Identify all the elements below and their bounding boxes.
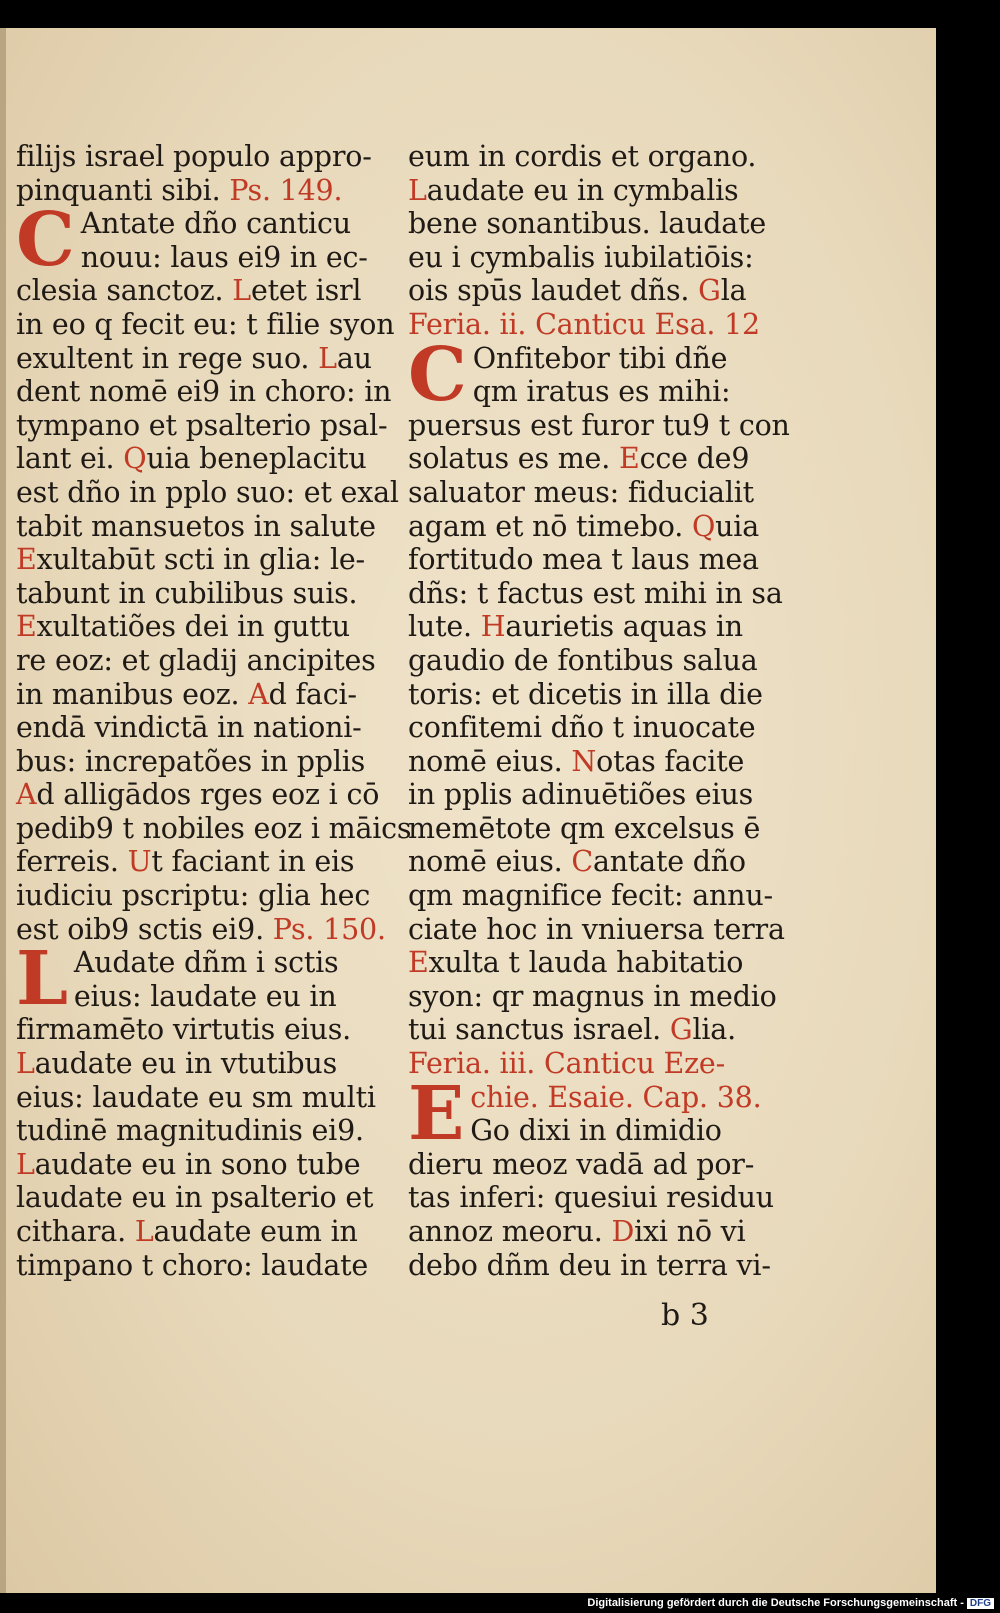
text-line xyxy=(408,1249,783,1283)
line-text: audate eu in sono tube xyxy=(34,1147,361,1181)
line-text: xulta t lauda habitatio xyxy=(428,946,744,980)
line-text: ferreis. xyxy=(16,845,128,879)
rubric: E xyxy=(16,610,37,644)
text-line xyxy=(408,610,783,644)
line-text: xultatiões dei in guttu xyxy=(36,610,350,644)
line-text: puersus est furor tu9 t con xyxy=(408,408,790,442)
line-text: au xyxy=(336,341,372,375)
rubric: L xyxy=(408,173,427,207)
line-text: laudate eu in psalterio et xyxy=(16,1181,374,1215)
book-page xyxy=(0,28,936,1593)
rubric: Ps. 150. xyxy=(272,912,386,946)
text-line xyxy=(16,644,396,678)
text-line xyxy=(16,811,412,846)
line-text: tabit mansuetos in salute xyxy=(16,509,376,543)
rubric: chie. Esaie. Cap. 38. xyxy=(470,1080,762,1114)
line-text: eum in cordis et organo. xyxy=(408,140,757,173)
line-text: audate eu in vtutibus xyxy=(34,1047,338,1081)
initial-capital: L xyxy=(16,936,68,1023)
text-line xyxy=(16,1114,396,1148)
line-text: agam et nō timebo. xyxy=(408,509,692,543)
line-text: nouu: laus ei9 in ec- xyxy=(80,240,368,274)
line-text: annoz meoru. xyxy=(408,1215,612,1248)
rubric: D xyxy=(611,1215,635,1248)
line-text: qm magnifice fecit: annu- xyxy=(408,879,773,913)
line-text: re eoz: et gladij ancipites xyxy=(16,643,376,677)
rubric: A xyxy=(248,677,269,711)
line-text: Audate dñm i sctis xyxy=(73,946,339,980)
text-line xyxy=(16,409,396,443)
line-text: otas facite xyxy=(596,744,745,778)
line-text: audate eum in xyxy=(153,1215,358,1248)
line-text: etet isrl xyxy=(250,274,362,308)
text-line xyxy=(16,778,396,812)
rubric: L xyxy=(134,1215,154,1248)
text-line xyxy=(16,1081,396,1115)
text-line xyxy=(16,577,396,611)
line-text: lute. xyxy=(408,610,481,644)
rubric: G xyxy=(698,274,721,308)
line-text: tas inferi: quesiui residuu xyxy=(408,1181,774,1215)
rubric: L xyxy=(318,341,337,375)
line-text: syon: qr magnus in medio xyxy=(408,979,777,1013)
text-line xyxy=(16,678,396,712)
line-text: bene sonantibus. laudate xyxy=(408,207,767,241)
line-text: Go dixi in dimidio xyxy=(470,1114,722,1148)
line-text: ciate hoc in vniuersa terra xyxy=(408,912,785,946)
rubric: N xyxy=(571,744,597,778)
line-text: solatus es me. xyxy=(408,442,619,476)
rubric: E xyxy=(16,543,37,577)
text-line xyxy=(16,375,396,409)
text-line xyxy=(408,543,783,577)
line-text: la xyxy=(720,274,747,308)
text-line xyxy=(16,308,396,342)
rubric: E xyxy=(408,946,429,980)
line-text: tui sanctus israel. xyxy=(408,1013,670,1047)
text-line xyxy=(408,1114,783,1148)
text-line xyxy=(408,140,783,174)
rubric: Q xyxy=(123,442,147,476)
initial-capital: C xyxy=(16,197,75,284)
line-text: toris: et dicetis in illa die xyxy=(408,677,763,711)
right-column xyxy=(408,140,790,1282)
initial-capital: C xyxy=(408,331,467,418)
rubric: A xyxy=(16,778,37,812)
line-text: in manibus eoz. xyxy=(16,677,249,711)
line-text: nomē eius. xyxy=(408,744,572,778)
line-text: ixi nō vi xyxy=(634,1215,746,1248)
initial-capital: E xyxy=(408,1070,465,1157)
line-text: dñs: t factus est mihi in sa xyxy=(408,576,783,610)
rubric: L xyxy=(16,1147,35,1181)
rubric: U xyxy=(127,845,152,879)
line-text: aurietis aquas in xyxy=(505,610,743,644)
text-line xyxy=(408,745,783,779)
line-text: est oib9 sctis ei9. xyxy=(16,912,273,946)
line-text: dieru meoz vadā ad por- xyxy=(408,1147,755,1181)
line-text: bus: increpatões in pplis xyxy=(16,744,366,778)
text-line xyxy=(16,1148,396,1182)
line-text: filijs israel populo appro- xyxy=(16,140,372,173)
text-line xyxy=(408,913,783,947)
line-text: dent nomē ei9 in choro: in xyxy=(16,375,392,409)
line-text: timpano t choro: laudate xyxy=(16,1248,369,1282)
line-text: tympano et psalterio psal- xyxy=(16,408,388,442)
line-text: uia beneplacitu xyxy=(146,442,367,476)
line-text: tudinē magnitudinis ei9. xyxy=(16,1114,364,1148)
line-text: cce de9 xyxy=(639,442,750,476)
line-text: d alligādos rges eoz i cō xyxy=(36,778,380,812)
rubric: L xyxy=(232,274,251,308)
text-line xyxy=(16,1249,396,1283)
line-text: firmamēto virtutis eius. xyxy=(16,1013,351,1047)
line-text: pinquanti sibi. xyxy=(16,173,230,207)
text-line xyxy=(16,913,396,947)
rubric: H xyxy=(480,610,506,644)
text-line xyxy=(16,610,396,644)
text-line xyxy=(16,342,396,376)
text-line xyxy=(16,845,396,879)
text-line xyxy=(408,946,783,980)
rubric: C xyxy=(571,845,593,879)
text-line xyxy=(16,442,396,476)
text-line xyxy=(408,476,783,510)
line-text: exultent in rege suo. xyxy=(16,341,319,375)
rubric: G xyxy=(669,1013,693,1047)
rubric: Q xyxy=(691,509,716,543)
text-line xyxy=(408,308,783,342)
line-text: Antate dño canticu xyxy=(80,207,351,241)
line-text: uia xyxy=(715,509,759,543)
line-text: est dño in pplo suo: et exal xyxy=(16,475,399,509)
text-line xyxy=(408,1215,783,1249)
line-text: Onfitebor tibi dñe xyxy=(472,341,728,375)
line-text: endā vindictā in nationi- xyxy=(16,711,362,745)
line-text: in eo q fecit eu: t filie syon xyxy=(16,307,395,341)
digitization-credit xyxy=(587,1597,994,1609)
line-text: tabunt in cubilibus suis. xyxy=(16,576,358,610)
text-line xyxy=(16,475,399,510)
text-line xyxy=(408,812,783,846)
text-line xyxy=(408,274,783,308)
line-text: nomē eius. xyxy=(408,845,572,879)
text-line xyxy=(16,745,396,779)
line-text: confitemi dño t inuocate xyxy=(408,711,756,745)
footer-text: Digitalisierung gefördert durch die Deutsche Forschungsgemeinschaft - xyxy=(587,1597,964,1609)
line-text: eu i cymbalis iubilatiōis: xyxy=(408,240,754,274)
text-line xyxy=(16,274,396,308)
line-text: lant ei. xyxy=(16,442,124,476)
text-line xyxy=(408,1013,783,1047)
line-text: in pplis adinuētiões eius xyxy=(408,778,754,812)
text-line xyxy=(16,174,396,208)
text-line xyxy=(16,543,396,577)
text-line xyxy=(16,1047,396,1081)
text-line xyxy=(408,678,783,712)
text-line xyxy=(408,845,783,879)
text-line xyxy=(16,1181,396,1215)
line-text: t faciant in eis xyxy=(151,845,355,879)
text-line xyxy=(16,1013,396,1047)
text-line xyxy=(408,510,783,544)
text-line xyxy=(16,140,396,174)
text-line xyxy=(408,879,783,913)
text-line xyxy=(408,577,783,611)
line-text: clesia sanctoz. xyxy=(16,274,233,308)
text-line xyxy=(408,408,790,443)
line-text: xultabūt scti in glia: le- xyxy=(36,543,365,577)
rubric: E xyxy=(618,442,640,476)
line-text: qm iratus es mihi: xyxy=(472,375,731,409)
text-line xyxy=(408,241,783,275)
signature-mark: b 3 xyxy=(661,1298,709,1333)
dfg-logo: DFG xyxy=(967,1598,994,1609)
left-column xyxy=(16,140,412,1282)
text-line xyxy=(16,879,396,913)
text-line xyxy=(408,778,783,812)
text-line xyxy=(408,644,783,678)
line-text: ois spūs laudet dñs. xyxy=(408,274,699,308)
rubric: Ps. 149. xyxy=(229,173,343,207)
line-text: fortitudo mea t laus mea xyxy=(408,543,759,577)
text-line xyxy=(408,1181,783,1215)
line-text: memētote qm excelsus ē xyxy=(408,811,761,845)
text-line xyxy=(16,510,396,544)
line-text: cithara. xyxy=(16,1215,135,1248)
text-line xyxy=(408,1148,783,1182)
text-line xyxy=(16,980,396,1014)
text-line xyxy=(408,711,783,745)
rubric: Feria. iii. Canticu Eze- xyxy=(408,1047,726,1081)
line-text: iudiciu pscriptu: glia hec xyxy=(16,879,371,913)
text-line xyxy=(408,442,783,476)
line-text: d faci- xyxy=(268,677,357,711)
text-line xyxy=(16,1215,396,1249)
rubric: Feria. ii. Canticu Esa. 12 xyxy=(408,307,760,341)
rubric: L xyxy=(16,1047,35,1081)
line-text: antate dño xyxy=(592,845,746,879)
line-text: lia. xyxy=(692,1013,736,1047)
line-text: saluator meus: fiducialit xyxy=(408,475,754,509)
line-text: gaudio de fontibus salua xyxy=(408,643,758,677)
line-text: audate eu in cymbalis xyxy=(426,173,739,207)
line-text: eius: laudate eu sm multi xyxy=(16,1080,376,1114)
text-line xyxy=(408,174,783,208)
line-text: eius: laudate eu in xyxy=(73,979,337,1013)
line-text: pedib9 t nobiles eoz i māics xyxy=(16,811,412,845)
text-line xyxy=(408,1047,783,1081)
line-text: debo dñm deu in terra vi- xyxy=(408,1248,771,1282)
text-line xyxy=(408,980,783,1014)
text-line xyxy=(16,711,396,745)
text-line xyxy=(408,207,783,241)
